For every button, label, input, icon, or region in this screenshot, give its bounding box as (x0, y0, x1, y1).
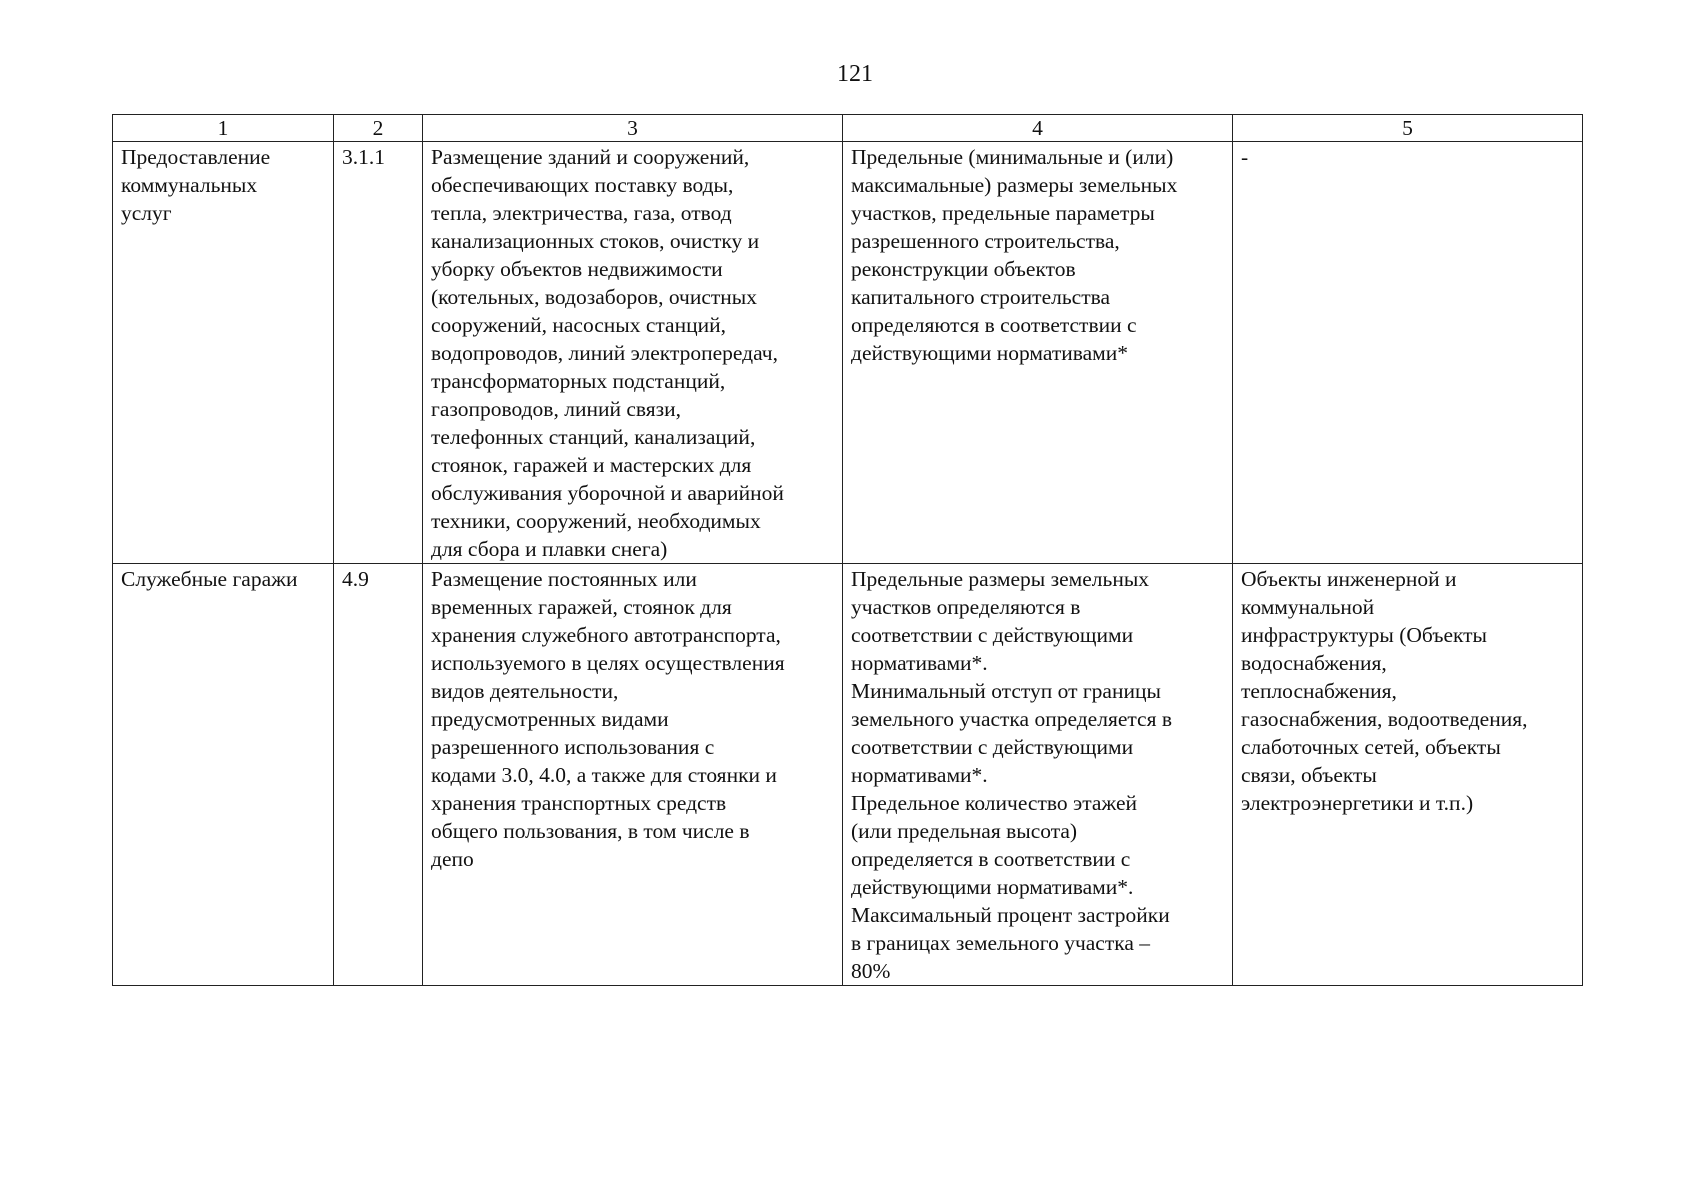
use-type-parameters: Предельные (минимальные и (или) максимальные) размеры земельных участков, предельные параметры разрешенного строительства, реконструкции объектов капитального строительства определяются в соответствии с действующими нормативами* (843, 142, 1233, 564)
use-type-code: 4.9 (334, 564, 423, 986)
use-type-name: Служебные гаражи (113, 564, 334, 986)
table-header-row (113, 115, 1583, 142)
use-type-additional: - (1233, 142, 1583, 564)
table-row (113, 142, 1583, 564)
use-type-parameters: Предельные размеры земельных участков определяются в соответствии с действующими нормативами*. Минимальный отступ от границы земельного участка определяется в соответствии с действующими нормативами*. Предельное количество этажей (или предельная высота) определяется в соответствии с действующими нормативами*. Максимальный процент застройки в границах земельного участка – 80% (843, 564, 1233, 986)
table-row (113, 564, 1583, 986)
land-use-table (112, 114, 1583, 986)
page-number: 121 (837, 61, 873, 87)
use-type-name: Предоставление коммунальных услуг (113, 142, 334, 564)
column-header-2: 2 (334, 115, 423, 142)
column-header-5: 5 (1233, 115, 1583, 142)
use-type-additional: Объекты инженерной и коммунальной инфраструктуры (Объекты водоснабжения, теплоснабжения, газоснабжения, водоотведения, слаботочных сетей, объекты связи, объекты электроэнергетики и т.п.) (1233, 564, 1583, 986)
column-header-3: 3 (423, 115, 843, 142)
use-type-code: 3.1.1 (334, 142, 423, 564)
column-header-4: 4 (843, 115, 1233, 142)
use-type-description: Размещение зданий и сооружений, обеспечивающих поставку воды, тепла, электричества, газа, отвод канализационных стоков, очистку и уборку объектов недвижимости (котельных, водозаборов, очистных сооружений, насосных станций, водопроводов, линий электропередач, трансформаторных подстанций, газопроводов, линий связи, телефонных станций, канализаций, стоянок, гаражей и мастерских для обслуживания уборочной и аварийной техники, сооружений, необходимых для сбора и плавки снега) (423, 142, 843, 564)
use-type-description: Размещение постоянных или временных гаражей, стоянок для хранения служебного автотранспорта, используемого в целях осуществления видов деятельности, предусмотренных видами разрешенного использования с кодами 3.0, 4.0, а также для стоянки и хранения транспортных средств общего пользования, в том числе в депо (423, 564, 843, 986)
column-header-1: 1 (113, 115, 334, 142)
